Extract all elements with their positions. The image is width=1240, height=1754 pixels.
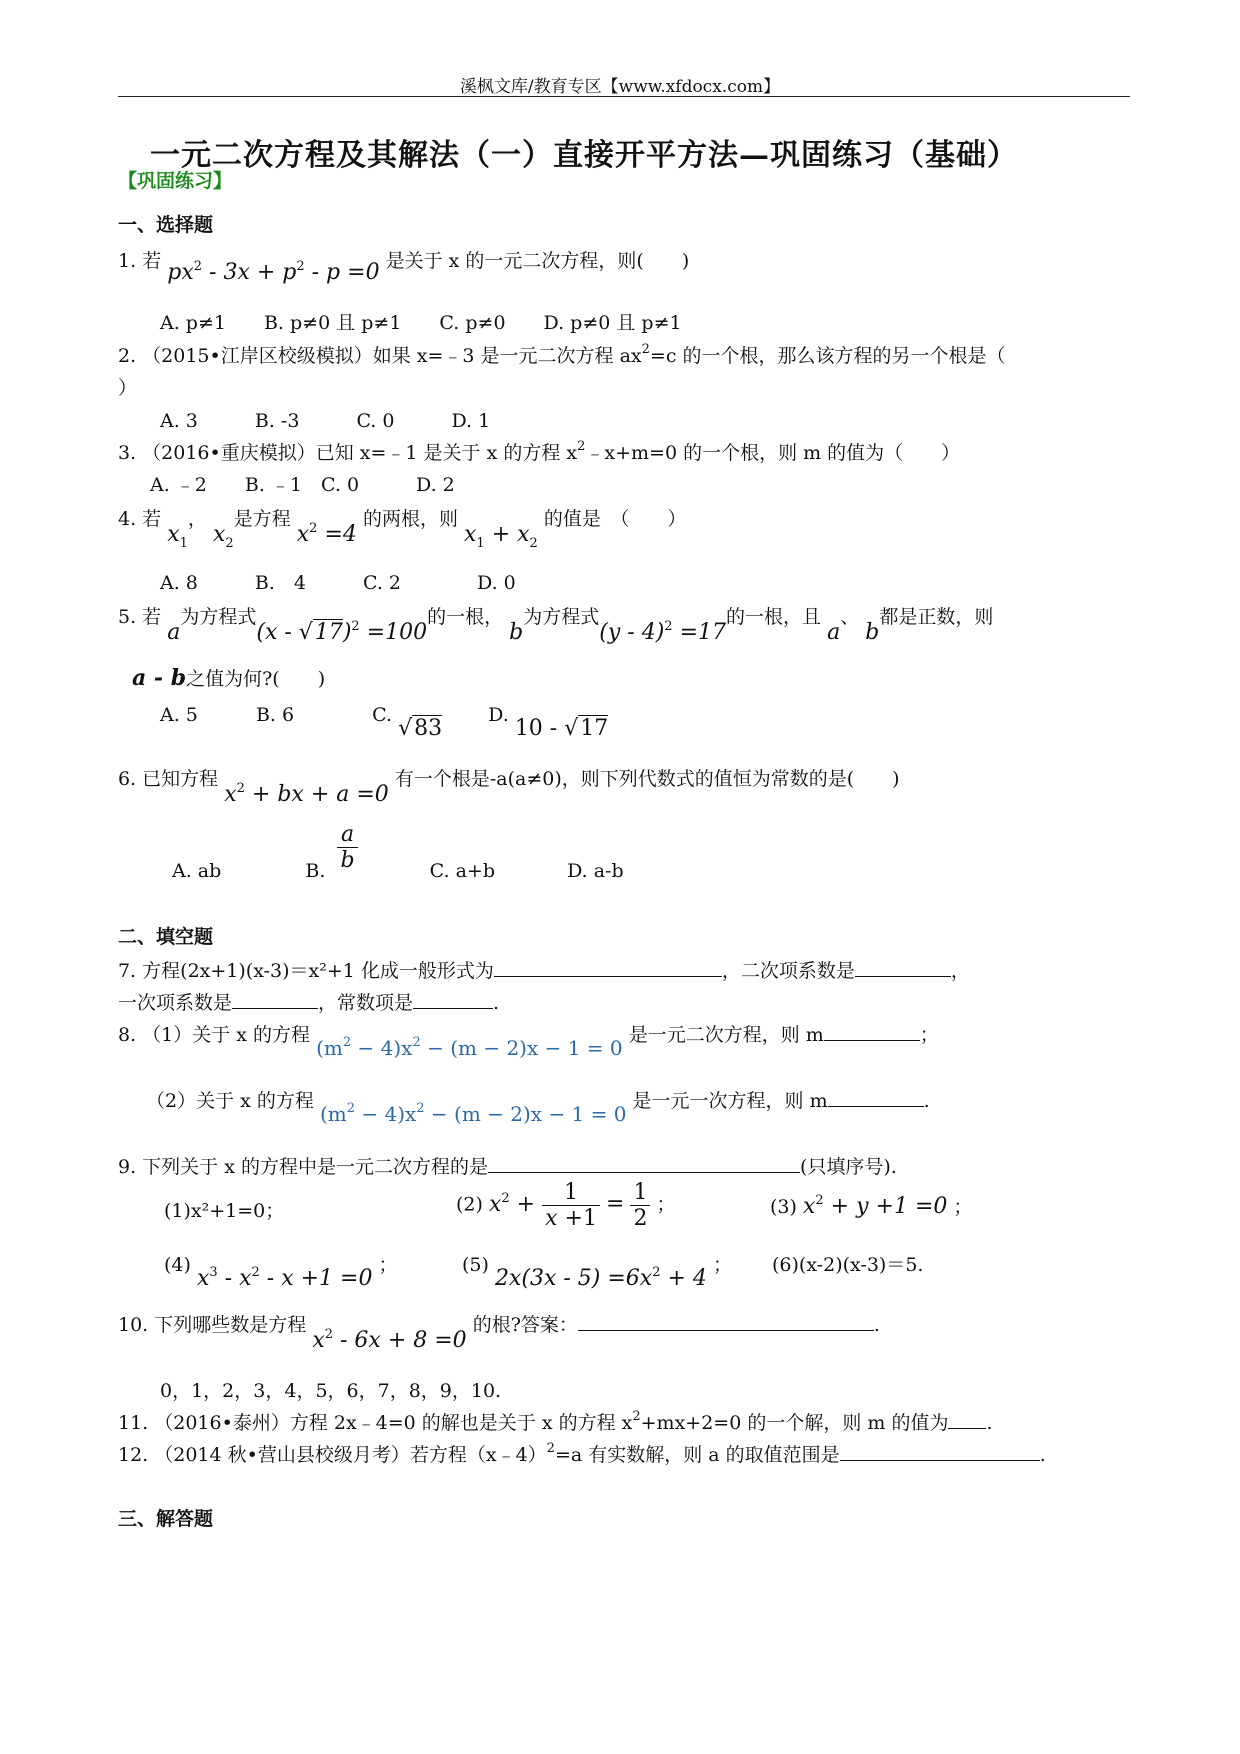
page-title: 一元二次方程及其解法（一）直接开平方法—巩固练习（基础）	[150, 138, 1018, 173]
q9-item6: (6)(x-2)(x-3)＝5.	[772, 1254, 924, 1276]
q9-item1: (1)x²+1=0；	[164, 1200, 285, 1222]
q10-stem: 10. 下列哪些数是方程 $x^2 - 6x + 8 =0$ 的根?答案： .	[118, 1314, 880, 1353]
section-answer: 三、解答题	[118, 1508, 214, 1530]
q9-item4: (4) $x^3 - x^2 - x +1 =0$ ；	[164, 1254, 398, 1291]
q7-line2: 一次项系数是 ，常数项是 .	[118, 992, 500, 1014]
q11-stem: 11. （2016•泰州）方程 2x﹣4=0 的解也是关于 x 的方程 $x^2+mx+2=0$ 的一个解，则 m 的值为 .	[118, 1409, 993, 1434]
section-choice: 一、选择题	[118, 214, 214, 236]
q9-item5: (5) $2x(3x - 5) =6x^2 + 4$ ；	[462, 1254, 732, 1291]
q8-part1: 8. （1）关于 x 的方程 $(m^2 - 4)x^2 - (m - 2)x - 1 = 0$ 是一元二次方程，则 m ；	[118, 1024, 939, 1060]
q4-stem: 4. 若 $x_1$， $x_2$是方程 $x^2 =4$ 的两根，则 $x_1 + x_2$ 的值是 （ ）	[118, 508, 687, 551]
q4-options: A. 8 B. 4 C. 2 D. 0	[160, 572, 516, 594]
q8-part2: （2）关于 x 的方程 $(m^2 - 4)x^2 - (m - 2)x - 1 = 0$ 是一元一次方程，则 m .	[146, 1090, 930, 1126]
q1-options: A. p≠1 B. p≠0 且 p≠1 C. p≠0 D. p≠0 且 p≠1	[160, 312, 682, 334]
q2-stem: 2. （2015•江岸区校级模拟）如果 x=﹣3 是一元二次方程 $ax^2=c$ 的一个根，那么该方程的另一个根是（	[118, 342, 1006, 367]
q5-stem-end: a - b之值为何?( )	[132, 665, 326, 691]
header-rule	[118, 96, 1130, 97]
q2-stem-end: ）	[118, 377, 138, 399]
q9-item3: (3) $x^2 + y +1 =0$ ；	[770, 1193, 973, 1219]
q12-stem: 12. （2014 秋•营山县校级月考）若方程（x﹣4）$^2$=a 有实数解，则 a 的取值范围是 .	[118, 1441, 1046, 1466]
q1-equation: $px^2 - 3x + p^2 - p =0$	[167, 259, 380, 285]
q1-stem: 1. 若 $px^2 - 3x + p^2 - p =0$ 是关于 x 的一元二次方程，则( )	[118, 250, 690, 285]
q10-numbers: 0，1，2，3，4，5，6，7，8，9，10.	[160, 1380, 502, 1402]
page-header: 溪枫文库/教育专区【www.xfdocx.com】	[459, 77, 781, 97]
q5-options: A. 5 B. 6 C. √83 D. 10 - √17	[160, 704, 609, 741]
q3-options: A. ﹣2 B. ﹣1 C. 0 D. 2	[150, 474, 455, 496]
q3-stem: 3. （2016•重庆模拟）已知 x=﹣1 是关于 x 的方程 $x^2﹣x+m=0$ 的一个根，则 m 的值为（ ）	[118, 439, 961, 464]
q9-stem: 9. 下列关于 x 的方程中是一元二次方程的是 (只填序号).	[118, 1156, 897, 1178]
q7-line1: 7. 方程(2x+1)(x-3)＝x²+1 化成一般形式为 ，二次项系数是 ，	[118, 960, 970, 982]
tag-label: 【巩固练习】	[118, 170, 233, 192]
q6-options: A. ab B. $\frac{a}{b}$ C. a+b D. a-b	[172, 822, 624, 882]
q6-stem: 6. 已知方程 $x^2$ + bx + a =0 有一个根是-a(a≠0)，则下列代数式的值恒为常数的是( )	[118, 768, 900, 807]
section-fill: 二、填空题	[118, 926, 214, 948]
q5-stem: 5. 若 a为方程式(x - √17)$^2$ =100的一根， b为方程式(y - 4)$^2$ =17的一根，且 a、 b都是正数，则	[118, 606, 994, 645]
q2-options: A. 3 B. -3 C. 0 D. 1	[160, 410, 491, 432]
q9-item2: (2) $x^2$ + $\frac{1}{x +1}$ = $\frac{1}{2}$ ；	[456, 1180, 676, 1231]
